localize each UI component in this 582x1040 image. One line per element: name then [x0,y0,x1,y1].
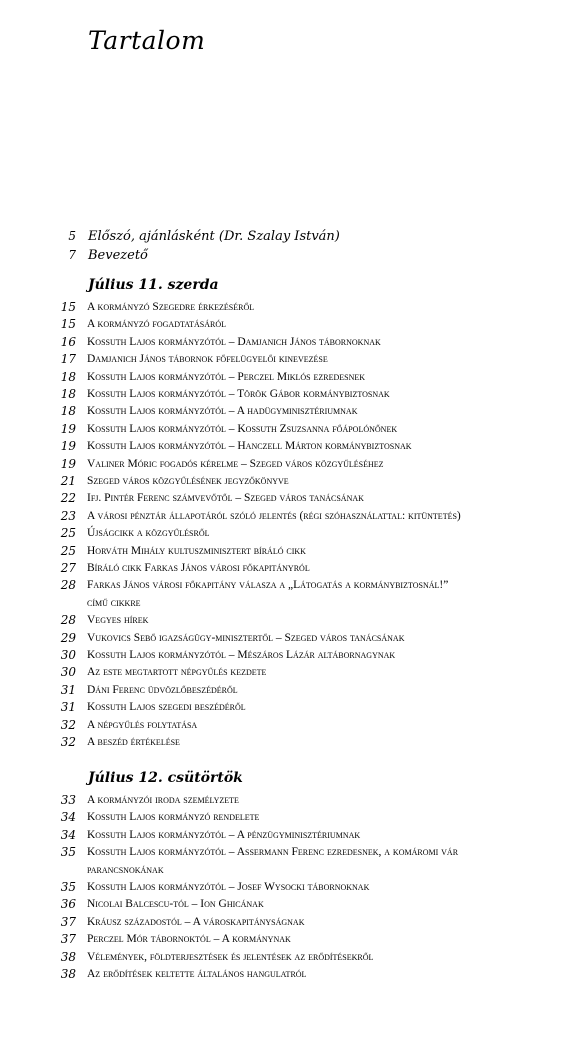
toc-entry [0,792,582,809]
entry-title: Kossuth Lajos kormányzótól – Damjanich János tábornoknak [87,335,381,348]
entry-title: Kossuth Lajos kormányzótól – Perczel Miklós ezredesnek [87,370,366,383]
toc-entry [0,664,582,681]
entry-title: Kossuth Lajos szegedi beszédéről [87,701,246,714]
toc-entry [0,490,582,507]
page-number: 35 [60,845,76,860]
toc-entry [0,809,582,826]
section-heading: Július 11. szerda [88,277,219,293]
page-number: 31 [60,682,76,697]
entry-title: Horváth Mihály kultuszminisztert bíráló cikk [87,544,306,557]
page-number: 32 [60,735,76,749]
toc-entry [0,827,582,844]
page-number: 30 [60,648,76,662]
entry-title: Farkas János városi főkapitány válasza a „Látogatás a kormánybiztosnál!” [87,579,449,592]
entry-title: Kossuth Lajos kormányzótól – Hanczell Márton kormánybiztosnak [87,440,412,453]
page-number: 33 [60,793,76,807]
toc-entry [0,403,582,420]
page-number: 7 [68,248,76,262]
entry-title: Kossuth Lajos kormányzó rendelete [87,811,260,824]
page-number: 30 [60,665,76,680]
toc-entry [0,966,582,983]
page-number: 35 [60,880,76,894]
toc-entry [0,525,582,542]
page-number: 18 [60,369,76,384]
entry-title: Újságcikk a közgyűlésről [87,527,210,540]
toc-entry [0,931,582,948]
entry-title: Ifj. Pintér Ferenc számvevőtől – Szeged város tanácsának [87,492,364,505]
page-number: 28 [60,613,76,628]
toc-entry [0,421,582,438]
entry-title: Kossuth Lajos kormányzótól – A hadügyminisztériumnak [87,405,358,418]
entry-title-continued: című cikkre [87,596,141,609]
entry-title: Perczel Mór tábornoktól – A kormánynak [87,933,291,946]
toc-intro-row [0,228,582,245]
page-number: 23 [60,508,76,523]
entry-title: Bevezető [88,248,148,263]
entry-title: Az erődítések keltette általános hangulatról [87,968,307,980]
entry-title: Kossuth Lajos kormányzótól – Mészáros Lázár altábornagynak [87,649,396,661]
entry-title: A kormányzó Szegedre érkezéséről [87,301,255,313]
toc-entry [0,717,582,734]
entry-title: Valiner Móric fogadós kérelme – Szeged város közgyűléséhez [87,457,384,470]
entry-title: Szeged város közgyűlésének jegyzőkönyve [87,475,289,487]
page-number: 34 [60,810,76,825]
page-number: 22 [60,491,76,506]
toc-entry [0,879,582,896]
toc-entry [0,369,582,386]
page-title: Tartalom [88,26,206,55]
entry-title: Kossuth Lajos kormányzótól – Josef Wysocki tábornoknak [87,881,370,893]
toc-entry [0,334,582,351]
toc-entry [0,299,582,316]
entry-title: A városi pénztár állapotáról szóló jelentés (régi szóhasználattal: kitüntetés) [87,509,461,522]
entry-title: Előszó, ajánlásként (Dr. Szalay István) [88,229,340,244]
entry-title: Kráusz századostól – A városkapitányságnak [87,915,305,928]
page-number: 17 [60,352,76,367]
section-heading: Július 12. csütörtök [88,770,243,786]
page-number: 16 [60,334,76,349]
entry-title: Kossuth Lajos kormányzótól – Kossuth Zsuzsanna főápolónőnek [87,422,398,435]
toc-intro-row [0,247,582,264]
entry-title: Kossuth Lajos kormányzótól – A pénzügyminisztériumnak [87,828,361,841]
toc-entry [0,914,582,931]
page-number: 29 [60,630,76,645]
page-number: 28 [60,578,76,593]
toc-entry [0,456,582,473]
entry-title: Damjanich János tábornok főfelügyelői kinevezése [87,353,328,366]
entry-title: A kormányzó fogadtatásáról [87,318,227,331]
entry-title: Vegyes hírek [87,614,149,627]
page-number: 34 [60,827,76,842]
page-number: 18 [60,387,76,401]
entry-title: Dáni Ferenc üdvözlőbeszédéről [87,683,238,696]
toc-entry [0,647,582,664]
page-number: 38 [60,949,76,964]
page-number: 27 [60,561,76,575]
page-number: 32 [60,717,76,732]
entry-title: A beszéd értékelése [87,736,180,748]
page-number: 25 [60,543,76,558]
entry-title: Vélemények, földterjesztések és jelentések az erődítésekről [87,950,374,963]
toc-entry [0,630,582,647]
toc-entry [0,844,582,876]
page-number: 38 [60,967,76,981]
page-number: 15 [60,317,76,332]
toc-entry [0,351,582,368]
toc-entry [0,560,582,577]
toc-entry [0,473,582,490]
toc-entry [0,949,582,966]
page-number: 19 [60,439,76,454]
page-number: 37 [60,932,76,947]
page-number: 18 [60,404,76,419]
page-number: 25 [60,526,76,541]
entry-title: A népgyűlés folytatása [87,718,198,731]
page-number: 37 [60,914,76,929]
toc-entry [0,508,582,525]
entry-title: A kormányzói iroda személyzete [87,794,239,806]
toc-entry [0,612,582,629]
entry-title-continued: parancsnokának [87,863,164,876]
toc-entry [0,699,582,716]
page-number: 5 [68,229,76,243]
page-number: 19 [60,421,76,436]
page-number: 19 [60,456,76,471]
toc-entry [0,438,582,455]
entry-title: Az este megtartott népgyűlés kezdete [87,666,267,679]
toc-entry [0,386,582,403]
page-number: 21 [60,474,76,488]
page-number: 31 [60,700,76,715]
entry-title: Bíráló cikk Farkas János városi főkapitányról [87,562,310,574]
toc-entry [0,682,582,699]
page-number: 15 [60,300,76,314]
toc-entry [0,543,582,560]
page-number: 36 [60,897,76,912]
entry-title: Kossuth Lajos kormányzótól – Assermann Ferenc ezredesnek, a komáromi vár [87,846,459,859]
entry-title: Kossuth Lajos kormányzótól – Török Gábor kormánybiztosnak [87,388,390,400]
entry-title: Nicolai Balcescu-tól – Ion Ghicának [87,898,264,911]
toc-entry [0,734,582,751]
toc-entry [0,316,582,333]
toc-entry [0,577,582,609]
toc-entry [0,896,582,913]
entry-title: Vukovics Sebő igazságügy-minisztertől – Szeged város tanácsának [87,631,405,644]
